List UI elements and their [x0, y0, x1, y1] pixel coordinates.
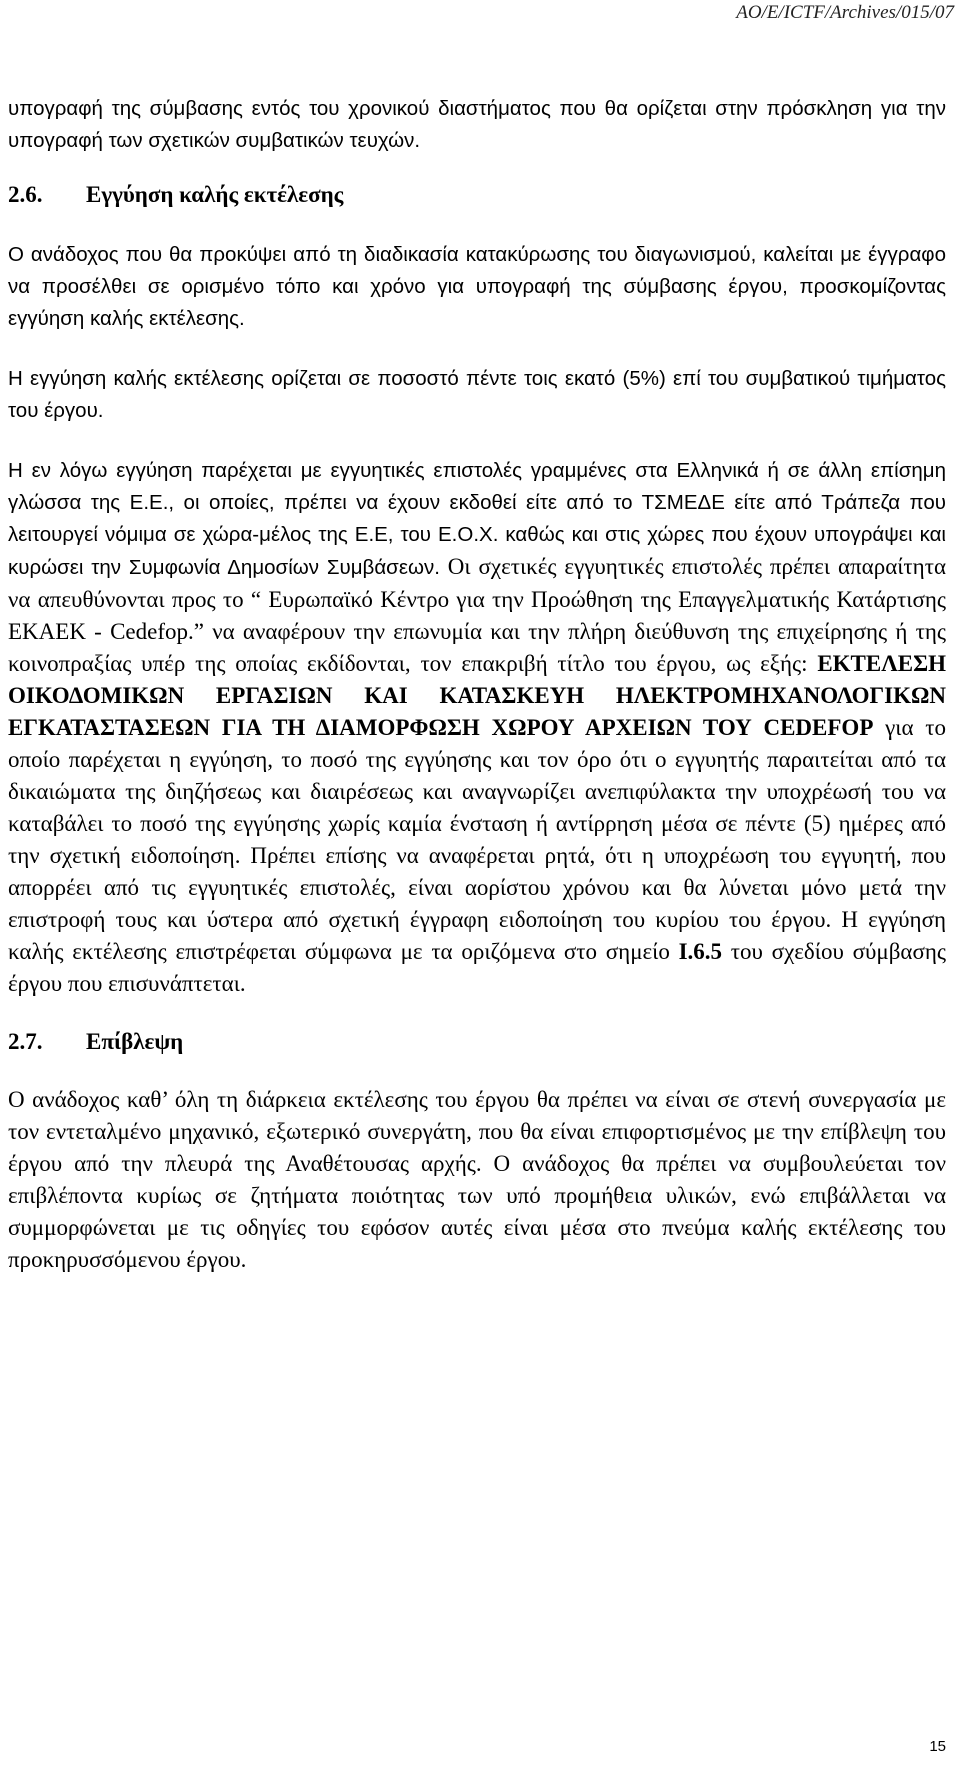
section-number: 2.7. — [8, 1029, 43, 1054]
section-heading-2-7 — [8, 1026, 946, 1058]
intro-paragraph: υπογραφή της σύμβασης εντός του χρονικού διαστήματος που θα ορίζεται στην πρόσκληση για την υπογραφή των σχετικών συμβατικών τευχών. — [8, 97, 946, 152]
performance-guarantee-paragraph-1: Ο ανάδοχος που θα προκύψει από τη διαδικασία κατακύρωσης του διαγωνισμού, καλείται με έγγραφο να προσέλθει σε ορισμένο τόπο και χρόνο για υπογραφή της σύμβασης έργου, προσκομίζοντας εγγύηση καλής εκτέλεσης. — [8, 243, 946, 330]
guarantee-closing-text: του σχεδίου σύμβασης έργου που επισυνάπτεται. — [8, 939, 946, 996]
guarantee-conditions-text: για το οποίο παρέχεται η εγγύηση, το ποσό της εγγύησης και τον όρο ότι ο εγγυητής παραιτείται από τα δικαιώματα της διηζήσεως και διαιρέσεως και αναγνωρίζει ανεπιφύλακτα την υποχρέωσή του να καταβάλει το ποσό της εγγύησης χωρίς καμία ένσταση ή αντίρρηση μέσα σε πέντε (5) ημέρες από την σχετική ειδοποίηση. Πρέπει επίσης να αναφέρεται ρητά, ότι η υποχρέωση του εγγυητή, που απορρέει από τις εγγυητικές επιστολές, είναι αορίστου χρόνου και θα λύνεται μόνο μετά την επιστροφή τους και ύστερα από σχετική έγγραφη ειδοποίηση του κυρίου του έργου. Η εγγύηση καλής εκτέλεσης επιστρέφεται σύμφωνα με τα οριζόμενα στο σημείο — [8, 715, 946, 964]
performance-guarantee-paragraph-2: Η εγγύηση καλής εκτέλεσης ορίζεται σε ποσοστό πέντε τοις εκατό (5%) επί του συμβατικού τιμήματος του έργου. — [8, 367, 946, 422]
project-title: ΕΚΤΕΛΕΣΗ ΟΙΚΟΔΟΜΙΚΩΝ ΕΡΓΑΣΙΩΝ ΚΑΙ ΚΑΤΑΣΚΕΥΗ ΗΛΕΚΤΡΟΜΗΧΑΝΟΛΟΓΙΚΩΝ ΕΓΚΑΤΑΣΤΑΣΕΩΝ ΓΙΑ ΤΗ ΔΙΑΜΟΡΦΩΣΗ ΧΩΡΟΥ ΑΡΧΕΙΩΝ ΤΟΥ CEDEFOP — [8, 651, 946, 740]
performance-guarantee-paragraph-3 — [8, 455, 946, 1000]
supervision-paragraph: Ο ανάδοχος καθ’ όλη τη διάρκεια εκτέλεσης του έργου θα πρέπει να είναι σε στενή συνεργασία με τον εντεταλμένο μηχανικό, εξωτερικό συνεργάτη, που θα είναι επιφορτισμένος με την επίβλεψη του έργου από την πλευρά της Αναθέτουσας αρχής. Ο ανάδοχος θα πρέπει να συμβουλεύεται τον επιβλέποντα κυρίως σε ζητήματα ποιότητας των υπό προμήθεια υλικών, ενώ επιβάλλεται να συμμορφώνεται με τις οδηγίες του εφόσον αυτές είναι μέσα στο πνεύμα καλής εκτέλεσης του προκηρυσσόμενου έργου. — [8, 1087, 946, 1272]
section-heading-2-6 — [8, 179, 946, 211]
document-body — [8, 93, 946, 1276]
guarantee-letters-text: Η εν λόγω εγγύηση παρέχεται με εγγυητικές επιστολές γραμμένες στα Ελληνικά ή σε άλλη επίσημη γλώσσα της Ε.Ε., οι οποίες, πρέπει να έχουν εκδοθεί είτε από το ΤΣΜΕΔΕ είτε από Τράπεζα που λειτουργεί νόμιμα σε χώρα-μέλος της Ε.Ε, του Ε.Ο.Χ. καθώς και στις χώρες που έχουν υπογράψει και κυρώσει την Συμφωνία Δημοσίων Συμβάσεων. — [8, 459, 946, 579]
document-reference: AO/E/ICTF/Archives/015/07 — [736, 2, 954, 23]
section-title: Εγγύηση καλής εκτέλεσης — [86, 182, 344, 207]
contract-reference: I.6.5 — [678, 939, 723, 964]
section-title: Επίβλεψη — [86, 1029, 184, 1054]
page-number: 15 — [929, 1738, 946, 1755]
section-number: 2.6. — [8, 182, 43, 207]
guarantee-requirements-text: Οι σχετικές εγγυητικές επιστολές πρέπει απαραίτητα να απευθύνονται προς το “ Ευρωπαϊκό Κέντρο για την Προώθηση της Επαγγελματικής Κατάρτισης ΕΚΑΕΚ - Cedefop.” να αναφέρουν την επωνυμία και την πλήρη διεύθυνση της επιχείρησης ή της κοινοπραξίας υπέρ της οποίας εκδίδονται, τον επακριβή τίτλο του έργου, ως εξής: — [8, 554, 946, 676]
